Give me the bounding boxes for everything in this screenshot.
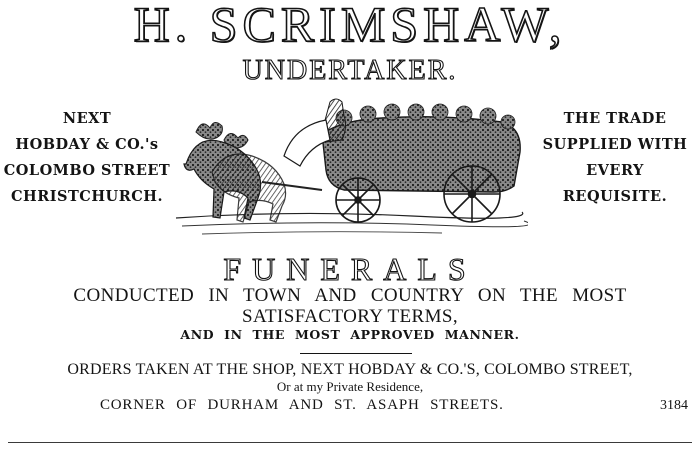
private-residence-line: Or at my Private Residence, xyxy=(276,379,424,394)
trade-supply-block xyxy=(530,106,700,210)
advertiser-name: H. SCRIMSHAW, xyxy=(133,0,567,52)
funerals-heading: FUNERALS xyxy=(223,251,477,287)
trade-title: UNDERTAKER. xyxy=(242,55,458,86)
conducted-line: CONDUCTED IN TOWN AND COUNTRY ON THE MOST xyxy=(73,285,627,306)
divider-rule xyxy=(300,353,412,354)
orders-line: ORDERS TAKEN AT THE SHOP, NEXT HOBDAY & CO.'S, COLOMBO STREET, xyxy=(67,361,633,378)
trade-line: EVERY xyxy=(586,162,644,179)
hearse-carriage-engraving xyxy=(172,94,528,252)
address-line: CHRISTCHURCH. xyxy=(10,188,164,205)
address-line: COLOMBO STREET xyxy=(3,162,171,179)
bottom-rule xyxy=(8,442,692,443)
address-block xyxy=(2,106,172,210)
trade-line: SUPPLIED WITH xyxy=(542,136,688,153)
address-line: HOBDAY & CO.'s xyxy=(15,136,159,153)
manner-line: AND IN THE MOST APPROVED MANNER. xyxy=(180,327,520,342)
residence-address-line: CORNER OF DURHAM AND ST. ASAPH STREETS. xyxy=(100,397,504,413)
trade-line: THE TRADE xyxy=(563,110,667,127)
terms-line: SATISFACTORY TERMS, xyxy=(242,306,458,327)
advert-reference-number: 3184 xyxy=(660,398,688,413)
trade-line: REQUISITE. xyxy=(562,188,668,205)
address-line: NEXT xyxy=(62,110,112,127)
